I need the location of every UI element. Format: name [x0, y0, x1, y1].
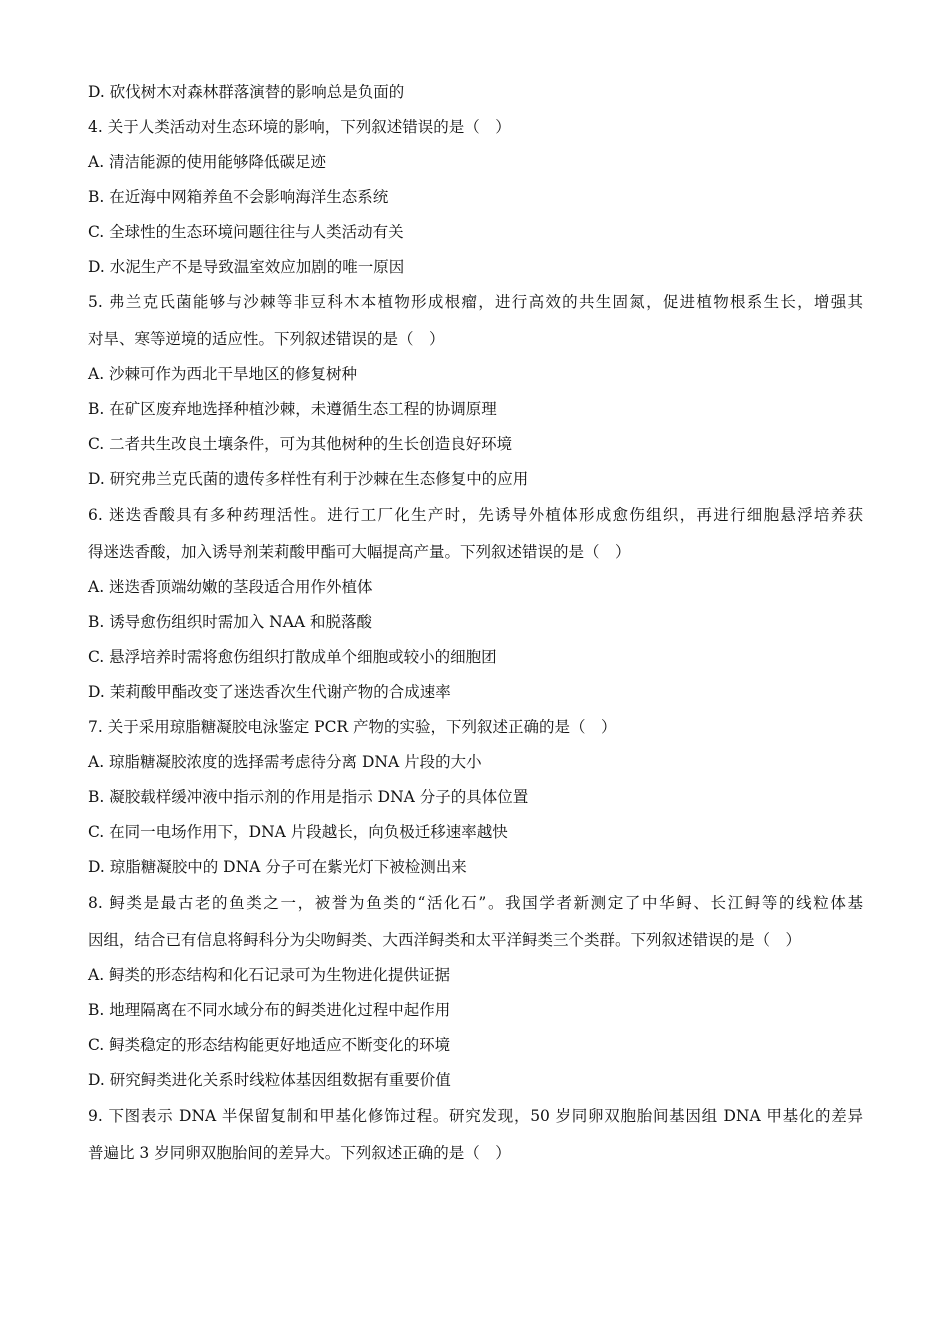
q4-option-b: B. 在近海中网箱养鱼不会影响海洋生态系统: [88, 188, 389, 206]
q8-option-b: B. 地理隔离在不同水域分布的鲟类进化过程中起作用: [88, 1001, 451, 1019]
q9-stem-line1: 9. 下图表示 DNA 半保留复制和甲基化修饰过程。研究发现，50 岁同卵双胞胎间基因组 DNA 甲基化的差异: [88, 1107, 863, 1125]
q6-option-d: D. 茉莉酸甲酯改变了迷迭香次生代谢产物的合成速率: [88, 683, 451, 701]
q5-stem-line2: 对旱、寒等逆境的适应性。下列叙述错误的是（ ）: [88, 330, 445, 348]
q7-option-c: C. 在同一电场作用下，DNA 片段越长，向负极迁移速率越快: [88, 823, 508, 841]
q5-option-c: C. 二者共生改良土壤条件，可为其他树种的生长创造良好环境: [88, 435, 513, 453]
q6-option-b: B. 诱导愈伤组织时需加入 NAA 和脱落酸: [88, 613, 373, 631]
q6-stem-line1: 6. 迷迭香酸具有多种药理活性。进行工厂化生产时，先诱导外植体形成愈伤组织，再进行细胞悬浮培养获: [88, 506, 863, 524]
q6-option-c: C. 悬浮培养时需将愈伤组织打散成单个细胞或较小的细胞团: [88, 648, 497, 666]
q5-option-d: D. 研究弗兰克氏菌的遗传多样性有利于沙棘在生态修复中的应用: [88, 470, 529, 488]
q5-option-b: B. 在矿区废弃地选择种植沙棘，未遵循生态工程的协调原理: [88, 400, 497, 418]
q3-option-d: D. 砍伐树木对森林群落演替的影响总是负面的: [88, 83, 405, 101]
q8-option-d: D. 研究鲟类进化关系时线粒体基因组数据有重要价值: [88, 1071, 451, 1089]
q8-option-c: C. 鲟类稳定的形态结构能更好地适应不断变化的环境: [88, 1036, 451, 1054]
q6-option-a: A. 迷迭香顶端幼嫩的茎段适合用作外植体: [88, 578, 373, 596]
q7-option-a: A. 琼脂糖凝胶浓度的选择需考虑待分离 DNA 片段的大小: [88, 753, 482, 771]
q8-stem-line2: 因组，结合已有信息将鲟科分为尖吻鲟类、大西洋鲟类和太平洋鲟类三个类群。下列叙述错误的是（ ）: [88, 931, 802, 949]
q8-option-a: A. 鲟类的形态结构和化石记录可为生物进化提供证据: [88, 966, 451, 984]
q4-option-a: A. 清洁能源的使用能够降低碳足迹: [88, 153, 327, 171]
q5-stem-line1: 5. 弗兰克氏菌能够与沙棘等非豆科木本植物形成根瘤，进行高效的共生固氮，促进植物根系生长，增强其: [88, 293, 863, 311]
q4-stem: 4. 关于人类活动对生态环境的影响，下列叙述错误的是（ ）: [88, 118, 511, 136]
q9-stem-line2: 普遍比 3 岁同卵双胞胎间的差异大。下列叙述正确的是（ ）: [88, 1144, 511, 1162]
q8-stem-line1: 8. 鲟类是最古老的鱼类之一，被誉为鱼类的“活化石”。我国学者新测定了中华鲟、长江鲟等的线粒体基: [88, 894, 863, 912]
q7-option-b: B. 凝胶载样缓冲液中指示剂的作用是指示 DNA 分子的具体位置: [88, 788, 529, 806]
q5-option-a: A. 沙棘可作为西北干旱地区的修复树种: [88, 365, 358, 383]
q7-option-d: D. 琼脂糖凝胶中的 DNA 分子可在紫光灯下被检测出来: [88, 858, 467, 876]
q6-stem-line2: 得迷迭香酸，加入诱导剂茉莉酸甲酯可大幅提高产量。下列叙述错误的是（ ）: [88, 543, 631, 561]
q7-stem: 7. 关于采用琼脂糖凝胶电泳鉴定 PCR 产物的实验，下列叙述正确的是（ ）: [88, 718, 617, 736]
q4-option-c: C. 全球性的生态环境问题往往与人类活动有关: [88, 223, 404, 241]
q4-option-d: D. 水泥生产不是导致温室效应加剧的唯一原因: [88, 258, 405, 276]
